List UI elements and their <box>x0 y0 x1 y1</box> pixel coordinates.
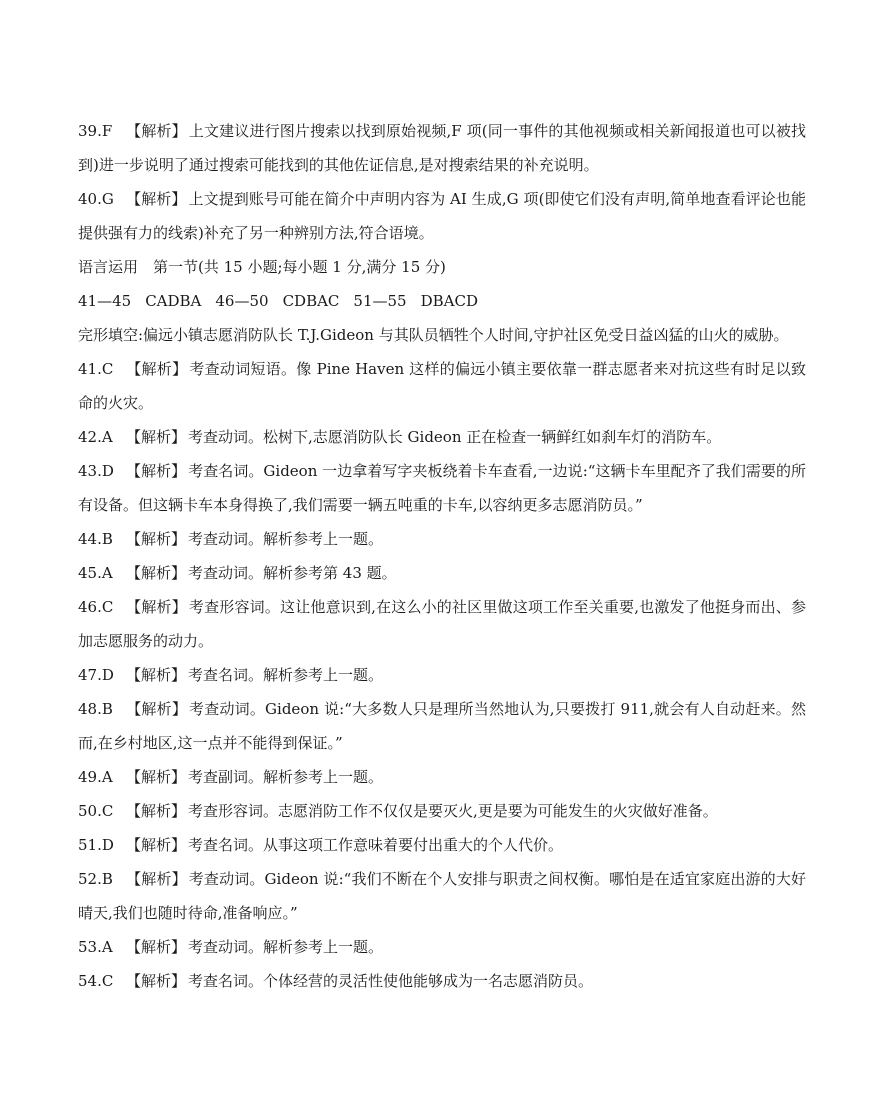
answer-summary-line <box>78 284 806 318</box>
question-number: 49.A <box>78 768 113 786</box>
analysis-tag: 【解析】 <box>126 428 187 446</box>
question-number: 47.D <box>78 666 114 684</box>
answer-entry-48 <box>78 692 806 760</box>
analysis-tag: 【解析】 <box>126 190 187 208</box>
question-number: 39.F <box>78 122 113 140</box>
analysis-tag: 【解析】 <box>126 598 187 616</box>
answer-entry-49 <box>78 760 806 794</box>
analysis-tag: 【解析】 <box>126 700 188 718</box>
question-number: 54.C <box>78 972 114 990</box>
question-number: 50.C <box>78 802 114 820</box>
analysis-text: 考查动词短语。像 Pine Haven 这样的偏远小镇主要依靠一群志愿者来对抗这些有时足以致命的火灾。 <box>78 360 806 412</box>
analysis-text: 考查形容词。志愿消防工作不仅仅是要灭火,更是要为可能发生的火灾做好准备。 <box>188 802 718 820</box>
analysis-text: 考查名词。从事这项工作意味着要付出重大的个人代价。 <box>188 836 564 854</box>
question-number: 45.A <box>78 564 113 582</box>
analysis-tag: 【解析】 <box>126 938 187 956</box>
question-number: 44.B <box>78 530 113 548</box>
analysis-tag: 【解析】 <box>126 836 187 854</box>
analysis-tag: 【解析】 <box>126 530 187 548</box>
analysis-text: 考查名词。解析参考上一题。 <box>188 666 384 684</box>
analysis-text: 考查名词。Gideon 一边拿着写字夹板绕着卡车查看,一边说:“这辆卡车里配齐了我们需要的所有设备。但这辆卡车本身得换了,我们需要一辆五吨重的卡车,以容纳更多志愿消防员。” <box>78 462 806 514</box>
analysis-tag: 【解析】 <box>126 564 187 582</box>
analysis-tag: 【解析】 <box>126 802 187 820</box>
answer-entry-41 <box>78 352 806 420</box>
answer-entry-54 <box>78 964 806 998</box>
answer-entry-42 <box>78 420 806 454</box>
analysis-tag: 【解析】 <box>126 122 187 140</box>
analysis-tag: 【解析】 <box>126 870 187 888</box>
answer-entry-51 <box>78 828 806 862</box>
question-number: 40.G <box>78 190 114 208</box>
question-number: 43.D <box>78 462 114 480</box>
analysis-text: 考查动词。解析参考第 43 题。 <box>188 564 397 582</box>
analysis-text: 考查名词。个体经营的灵活性使他能够成为一名志愿消防员。 <box>188 972 594 990</box>
analysis-tag: 【解析】 <box>126 360 188 378</box>
question-number: 41.C <box>78 360 114 378</box>
answer-entry-46 <box>78 590 806 658</box>
section-title: 语言运用 第一节(共 15 小题;每小题 1 分,满分 15 分) <box>78 258 446 276</box>
answer-entry-45 <box>78 556 806 590</box>
answer-entry-52 <box>78 862 806 930</box>
question-number: 52.B <box>78 870 113 888</box>
answer-entry-47 <box>78 658 806 692</box>
analysis-text: 上文建议进行图片搜索以找到原始视频,F 项(同一事件的其他视频或相关新闻报道也可以被找到)进一步说明了通过搜索可能找到的其他佐证信息,是对搜索结果的补充说明。 <box>78 122 806 174</box>
question-number: 53.A <box>78 938 113 956</box>
answer-entry-43 <box>78 454 806 522</box>
answers-41-45: CADBA <box>145 292 202 310</box>
analysis-tag: 【解析】 <box>126 972 187 990</box>
answers-51-55: DBACD <box>420 292 478 310</box>
cloze-summary: 完形填空:偏远小镇志愿消防队长 T.J.Gideon 与其队员牺牲个人时间,守护社区免受日益凶猛的山火的威胁。 <box>78 326 789 344</box>
answer-entry-44 <box>78 522 806 556</box>
answer-entry-50 <box>78 794 806 828</box>
question-number: 42.A <box>78 428 113 446</box>
answers-46-50: CDBAC <box>282 292 340 310</box>
answer-range-51-55: 51—55 <box>353 292 407 310</box>
question-number: 46.C <box>78 598 114 616</box>
answer-entry-40 <box>78 182 806 250</box>
answer-range-46-50: 46—50 <box>215 292 269 310</box>
answer-key-content <box>78 114 806 998</box>
analysis-tag: 【解析】 <box>126 768 187 786</box>
analysis-text: 考查动词。Gideon 说:“大多数人只是理所当然地认为,只要拨打 911,就会有人自动赶来。然而,在乡村地区,这一点并不能得到保证。” <box>78 700 806 752</box>
answer-range-41-45: 41—45 <box>78 292 132 310</box>
analysis-text: 考查副词。解析参考上一题。 <box>188 768 384 786</box>
analysis-text: 考查动词。Gideon 说:“我们不断在个人安排与职责之间权衡。哪怕是在适宜家庭出游的大好晴天,我们也随时待命,准备响应。” <box>78 870 806 922</box>
answer-entry-53 <box>78 930 806 964</box>
analysis-text: 考查形容词。这让他意识到,在这么小的社区里做这项工作至关重要,也激发了他挺身而出、参加志愿服务的动力。 <box>78 598 806 650</box>
analysis-tag: 【解析】 <box>126 666 187 684</box>
question-number: 48.B <box>78 700 113 718</box>
analysis-text: 考查动词。解析参考上一题。 <box>188 938 384 956</box>
analysis-tag: 【解析】 <box>126 462 187 480</box>
analysis-text: 上文提到账号可能在简介中声明内容为 AI 生成,G 项(即使它们没有声明,简单地查看评论也能提供强有力的线索)补充了另一种辨别方法,符合语境。 <box>78 190 806 242</box>
answer-entry-39 <box>78 114 806 182</box>
question-number: 51.D <box>78 836 114 854</box>
analysis-text: 考查动词。松树下,志愿消防队长 Gideon 正在检查一辆鲜红如刹车灯的消防车。 <box>188 428 722 446</box>
analysis-text: 考查动词。解析参考上一题。 <box>188 530 384 548</box>
